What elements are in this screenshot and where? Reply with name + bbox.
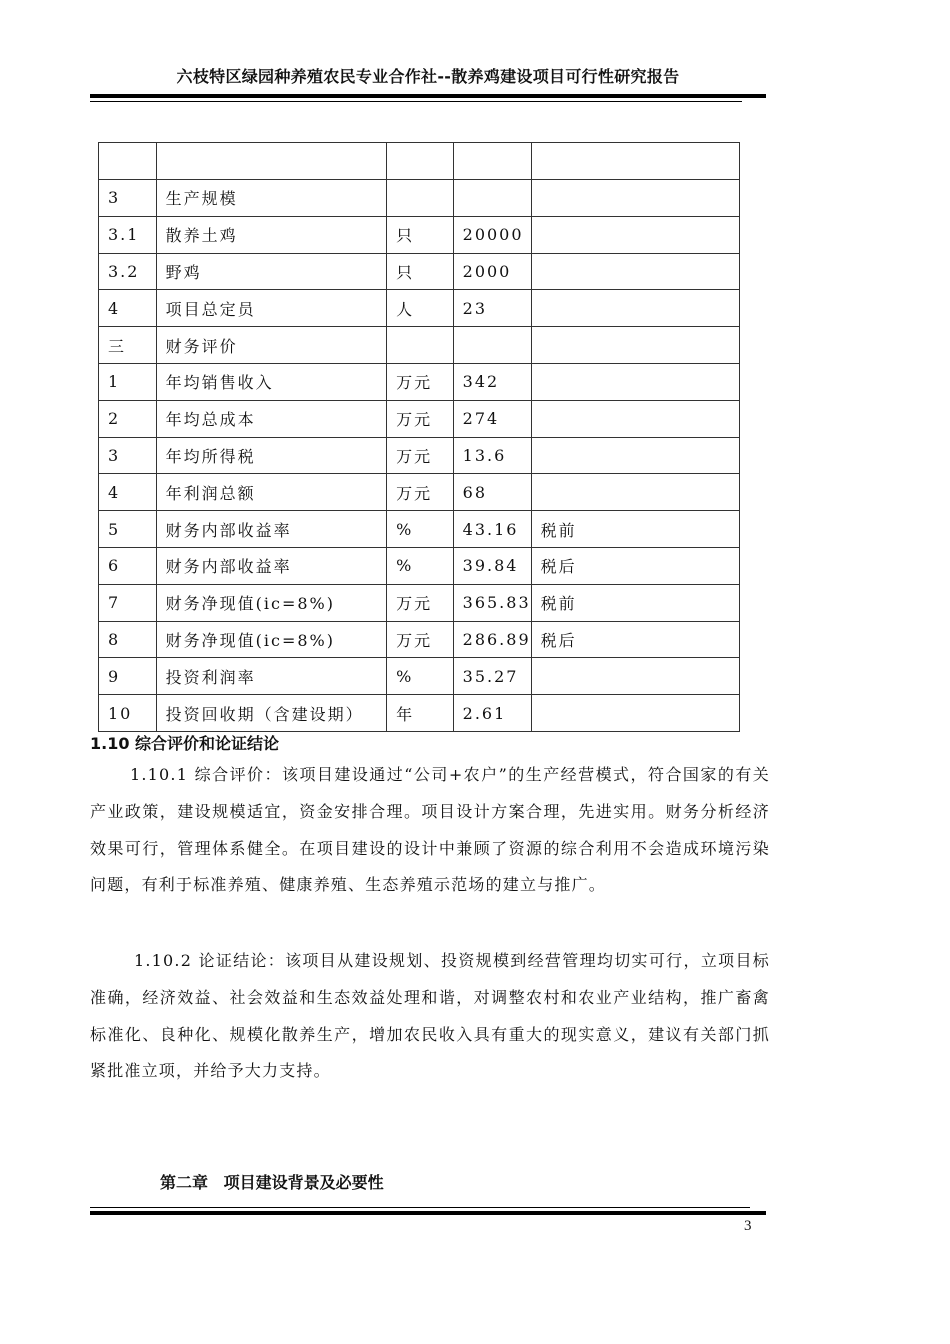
remark-cell [531, 658, 739, 695]
unit-cell: % [387, 511, 454, 548]
table-row [99, 290, 740, 327]
value-cell: 20000 [453, 216, 531, 253]
remark-cell [531, 400, 739, 437]
item-number-cell: 4 [99, 290, 157, 327]
item-name-cell: 投资利润率 [156, 658, 386, 695]
remark-cell [531, 253, 739, 290]
item-number-cell: 1 [99, 363, 157, 400]
value-cell [453, 327, 531, 364]
item-number-cell: 5 [99, 511, 157, 548]
item-number-cell: 7 [99, 584, 157, 621]
remark-cell [531, 180, 739, 217]
item-number-cell: 3 [99, 437, 157, 474]
table-row [99, 253, 740, 290]
table-row [99, 621, 740, 658]
item-number-cell [99, 143, 157, 180]
item-number-cell: 3.1 [99, 216, 157, 253]
value-cell [453, 180, 531, 217]
unit-cell [387, 143, 454, 180]
item-name-cell: 投资回收期（含建设期） [156, 695, 386, 732]
item-name-cell: 生产规模 [156, 180, 386, 217]
item-number-cell: 三 [99, 327, 157, 364]
item-number-cell: 10 [99, 695, 157, 732]
item-name-cell: 财务净现值(ic=8%) [156, 621, 386, 658]
footer-rule-thin [90, 1207, 750, 1208]
unit-cell: 万元 [387, 474, 454, 511]
value-cell: 39.84 [453, 547, 531, 584]
remark-cell [531, 290, 739, 327]
value-cell: 274 [453, 400, 531, 437]
value-cell: 365.83 [453, 584, 531, 621]
evaluation-paragraph: 1.10.1 综合评价：该项目建设通过“公司+农户”的生产经营模式，符合国家的有关产业政策，建设规模适宜，资金安排合理。项目设计方案合理，先进实用。财务分析经济效果可行，管理体系健全。在项目建设的设计中兼顾了资源的综合利用不会造成环境污染问题，有利于标准养殖、健康养殖、生态养殖示范场的建立与推广。 [90, 765, 770, 895]
value-cell: 43.16 [453, 511, 531, 548]
item-name-cell: 年均销售收入 [156, 363, 386, 400]
table-row [99, 143, 740, 180]
page-number: 3 [744, 1218, 752, 1234]
unit-cell: 只 [387, 253, 454, 290]
table-row [99, 216, 740, 253]
unit-cell: 年 [387, 695, 454, 732]
item-name-cell: 年利润总额 [156, 474, 386, 511]
table-row [99, 474, 740, 511]
item-name-cell [156, 143, 386, 180]
unit-cell: 万元 [387, 400, 454, 437]
item-number-cell: 8 [99, 621, 157, 658]
remark-cell [531, 216, 739, 253]
table-row [99, 180, 740, 217]
table-row [99, 511, 740, 548]
item-name-cell: 财务内部收益率 [156, 511, 386, 548]
item-name-cell: 散养土鸡 [156, 216, 386, 253]
item-name-cell: 野鸡 [156, 253, 386, 290]
unit-cell [387, 180, 454, 217]
table-row [99, 584, 740, 621]
remark-cell [531, 474, 739, 511]
financial-summary-table [98, 142, 740, 732]
header-rule-thin [90, 101, 742, 102]
item-number-cell: 4 [99, 474, 157, 511]
item-number-cell: 3.2 [99, 253, 157, 290]
table-row [99, 363, 740, 400]
value-cell: 13.6 [453, 437, 531, 474]
document-header-title: 六枝特区绿园种养殖农民专业合作社--散养鸡建设项目可行性研究报告 [176, 67, 680, 86]
value-cell: 68 [453, 474, 531, 511]
item-number-cell: 2 [99, 400, 157, 437]
item-name-cell: 财务评价 [156, 327, 386, 364]
unit-cell: % [387, 658, 454, 695]
unit-cell: 万元 [387, 363, 454, 400]
value-cell: 23 [453, 290, 531, 327]
unit-cell [387, 327, 454, 364]
header-rule-thick [90, 94, 766, 98]
value-cell: 2.61 [453, 695, 531, 732]
unit-cell: 万元 [387, 584, 454, 621]
table-row [99, 327, 740, 364]
item-name-cell: 项目总定员 [156, 290, 386, 327]
remark-cell: 税前 [531, 511, 739, 548]
table-row [99, 400, 740, 437]
table-row [99, 547, 740, 584]
conclusion-paragraph: 1.10.2 论证结论：该项目从建设规划、投资规模到经营管理均切实可行，立项目标准确，经济效益、社会效益和生态效益处理和谐，对调整农村和农业产业结构，推广畜禽标准化、良种化、规模化散养生产，增加农民收入具有重大的现实意义，建议有关部门抓紧批准立项，并给予大力支持。 [90, 951, 770, 1081]
remark-cell: 税前 [531, 584, 739, 621]
unit-cell: % [387, 547, 454, 584]
unit-cell: 万元 [387, 437, 454, 474]
unit-cell: 人 [387, 290, 454, 327]
table-row [99, 658, 740, 695]
table-row [99, 437, 740, 474]
remark-cell [531, 143, 739, 180]
value-cell: 2000 [453, 253, 531, 290]
item-name-cell: 年均所得税 [156, 437, 386, 474]
item-number-cell: 3 [99, 180, 157, 217]
item-name-cell: 年均总成本 [156, 400, 386, 437]
footer-rule-thick [90, 1211, 766, 1215]
value-cell: 342 [453, 363, 531, 400]
item-number-cell: 6 [99, 547, 157, 584]
remark-cell [531, 695, 739, 732]
value-cell: 35.27 [453, 658, 531, 695]
item-number-cell: 9 [99, 658, 157, 695]
chapter-title: 第二章 项目建设背景及必要性 [160, 1173, 384, 1192]
item-name-cell: 财务净现值(ic=8%) [156, 584, 386, 621]
value-cell [453, 143, 531, 180]
table-row [99, 695, 740, 732]
remark-cell [531, 363, 739, 400]
item-name-cell: 财务内部收益率 [156, 547, 386, 584]
remark-cell: 税后 [531, 621, 739, 658]
section-heading: 1.10 综合评价和论证结论 [90, 734, 280, 753]
value-cell: 286.89 [453, 621, 531, 658]
unit-cell: 万元 [387, 621, 454, 658]
unit-cell: 只 [387, 216, 454, 253]
remark-cell: 税后 [531, 547, 739, 584]
remark-cell [531, 327, 739, 364]
remark-cell [531, 437, 739, 474]
